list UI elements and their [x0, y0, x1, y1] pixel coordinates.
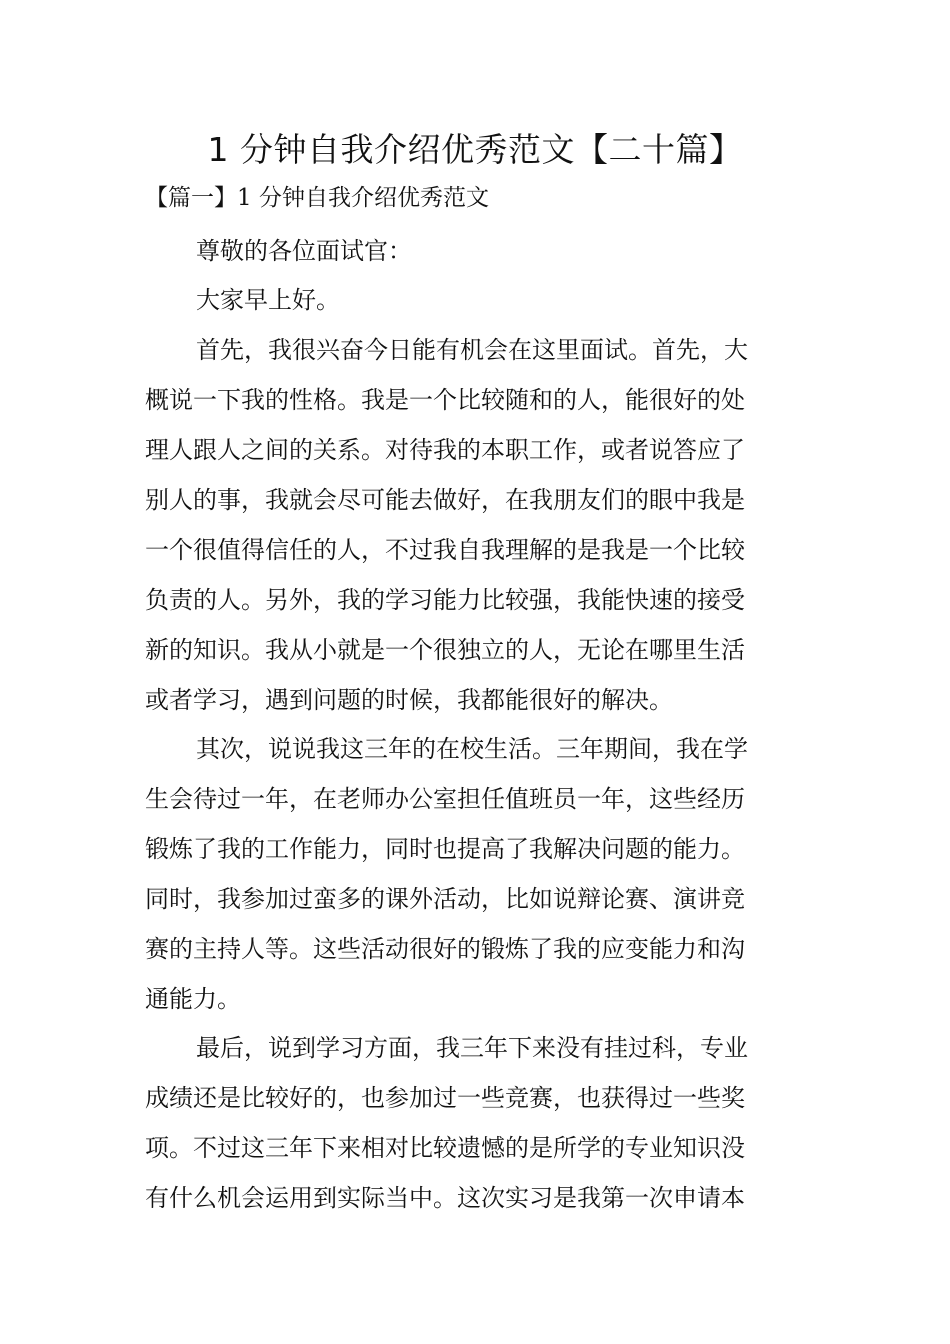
- paragraph-line: 一个很值得信任的人，不过我自我理解的是我是一个比较: [145, 536, 745, 564]
- paragraph-line: 负责的人。另外，我的学习能力比较强，我能快速的接受: [145, 586, 745, 614]
- paragraph-line: 生会待过一年，在老师办公室担任值班员一年，这些经历: [145, 785, 745, 813]
- paragraph-line: 赛的主持人等。这些活动很好的锻炼了我的应变能力和沟: [145, 935, 745, 963]
- section-heading: 【篇一】1 分钟自我介绍优秀范文: [145, 185, 489, 211]
- paragraph-line: 锻炼了我的工作能力，同时也提高了我解决问题的能力。: [145, 835, 745, 863]
- paragraph-line: 概说一下我的性格。我是一个比较随和的人，能很好的处: [145, 386, 745, 414]
- paragraph-line: 新的知识。我从小就是一个很独立的人，无论在哪里生活: [145, 636, 745, 664]
- paragraph-line: 最后，说到学习方面，我三年下来没有挂过科，专业: [196, 1034, 748, 1062]
- paragraph-line: 或者学习，遇到问题的时候，我都能很好的解决。: [145, 686, 673, 714]
- document-title: 1 分钟自我介绍优秀范文【二十篇】: [207, 130, 743, 169]
- paragraph-line: 其次，说说我这三年的在校生活。三年期间，我在学: [196, 735, 748, 763]
- greeting: 大家早上好。: [196, 286, 340, 314]
- paragraph-line: 成绩还是比较好的，也参加过一些竞赛，也获得过一些奖: [145, 1084, 745, 1112]
- paragraph-line: 有什么机会运用到实际当中。这次实习是我第一次申请本: [145, 1184, 745, 1212]
- paragraph-line: 理人跟人之间的关系。对待我的本职工作，或者说答应了: [145, 436, 745, 464]
- paragraph-line: 别人的事，我就会尽可能去做好，在我朋友们的眼中我是: [145, 486, 745, 514]
- paragraph-line: 通能力。: [145, 985, 241, 1013]
- paragraph-line: 首先，我很兴奋今日能有机会在这里面试。首先，大: [196, 336, 748, 364]
- paragraph-line: 项。不过这三年下来相对比较遗憾的是所学的专业知识没: [145, 1134, 745, 1162]
- salutation: 尊敬的各位面试官：: [196, 237, 412, 265]
- paragraph-line: 同时，我参加过蛮多的课外活动，比如说辩论赛、演讲竞: [145, 885, 745, 913]
